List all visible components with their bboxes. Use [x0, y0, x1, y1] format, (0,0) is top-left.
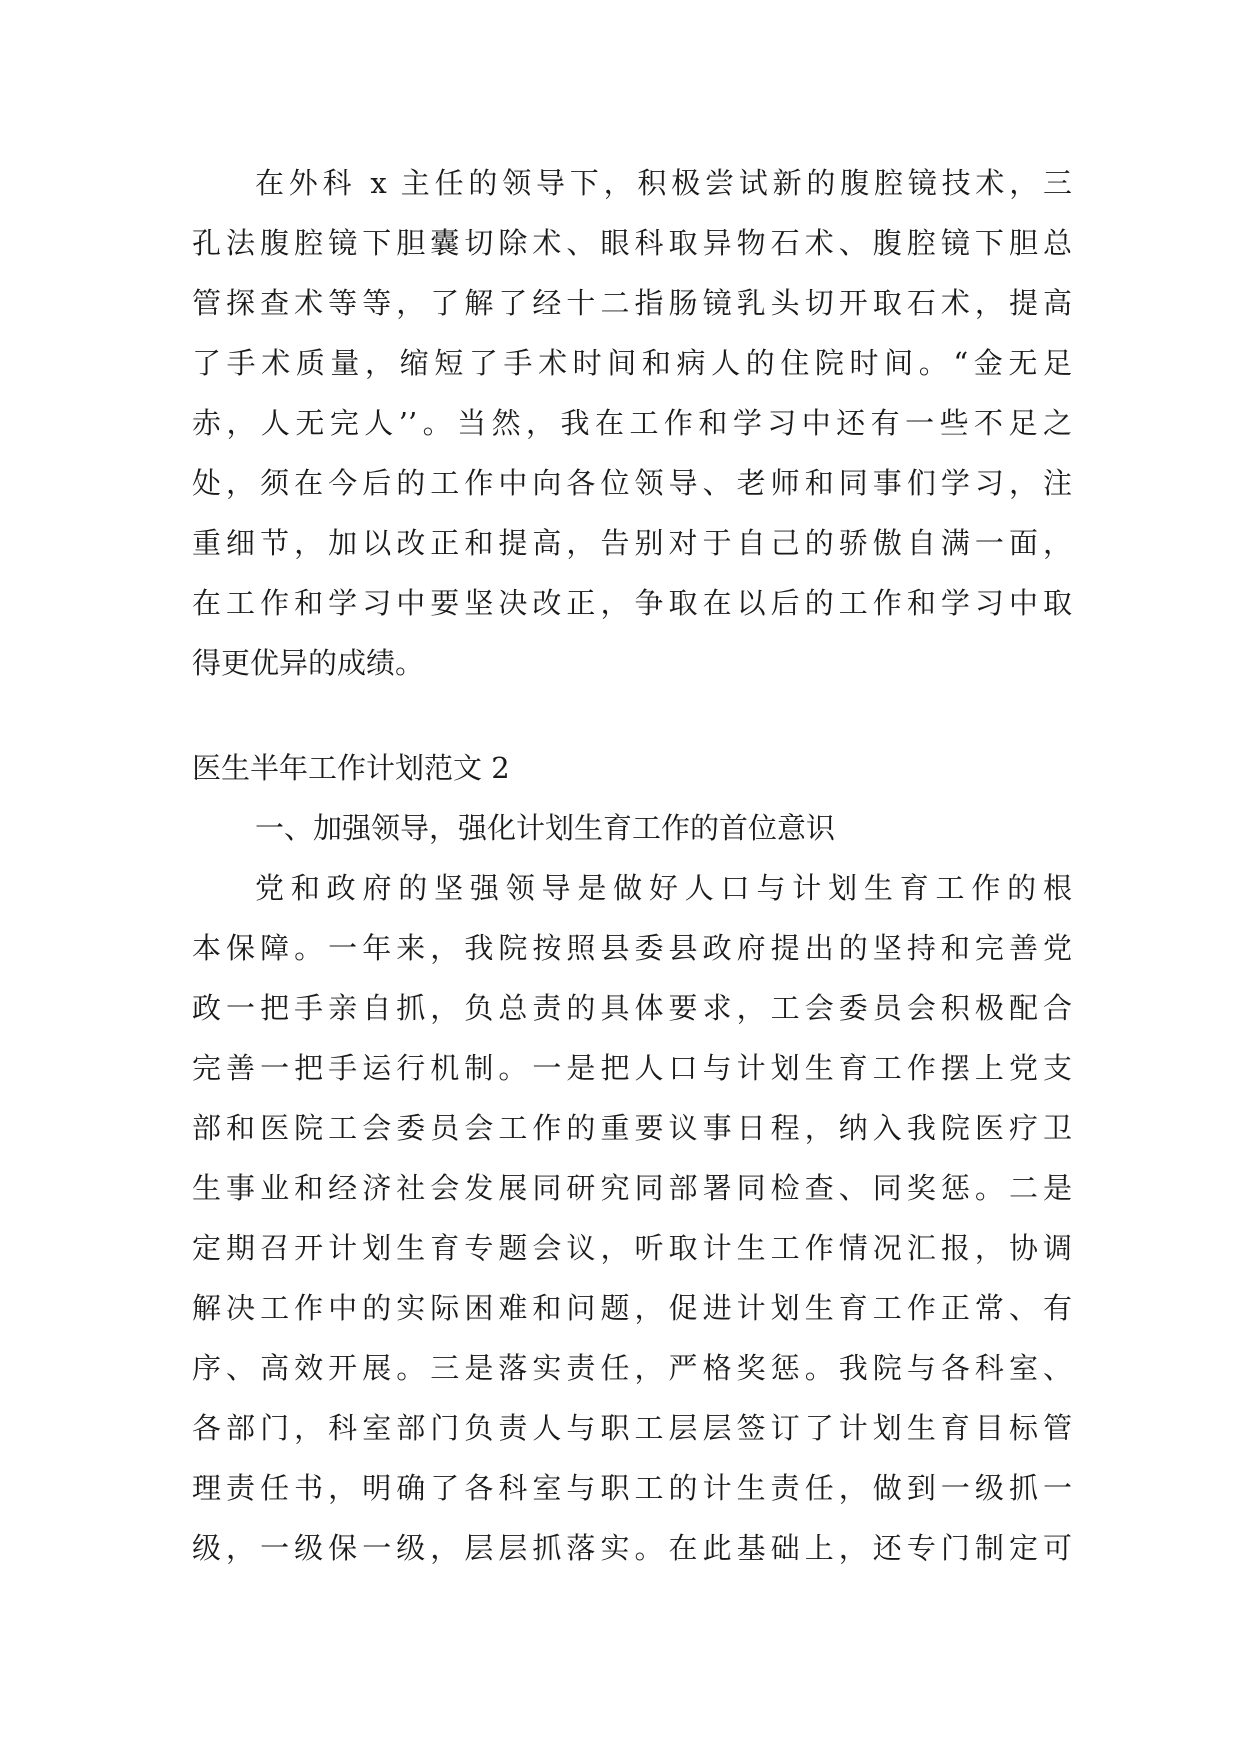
paragraph-line: 孔法腹腔镜下胆囊切除术、眼科取异物石术、腹腔镜下胆总 — [192, 226, 1072, 260]
paragraph-line: 了手术质量，缩短了手术时间和病人的住院时间。“金无足 — [192, 346, 1072, 380]
paragraph-line: 本保障。一年来，我院按照县委县政府提出的坚持和完善党 — [192, 931, 1072, 965]
paragraph-line: 解决工作中的实际困难和问题，促进计划生育工作正常、有 — [192, 1291, 1072, 1325]
paragraph-line: 政一把手亲自抓，负总责的具体要求，工会委员会积极配合 — [192, 991, 1072, 1025]
paragraph-line: 处，须在今后的工作中向各位领导、老师和同事们学习，注 — [192, 466, 1072, 500]
paragraph-line: 得更优异的成绩。 — [192, 646, 425, 680]
paragraph-line: 序、高效开展。三是落实责任，严格奖惩。我院与各科室、 — [192, 1351, 1072, 1385]
paragraph-line: 部和医院工会委员会工作的重要议事日程，纳入我院医疗卫 — [192, 1111, 1072, 1145]
paragraph-line: 在外科 x 主任的领导下，积极尝试新的腹腔镜技术，三 — [255, 166, 1072, 200]
paragraph-line: 级，一级保一级，层层抓落实。在此基础上，还专门制定可 — [192, 1531, 1072, 1565]
paragraph-line: 生事业和经济社会发展同研究同部署同检查、同奖惩。二是 — [192, 1171, 1072, 1205]
paragraph-line: 党和政府的坚强领导是做好人口与计划生育工作的根 — [255, 871, 1072, 905]
paragraph-line: 定期召开计划生育专题会议，听取计生工作情况汇报，协调 — [192, 1231, 1072, 1265]
paragraph-line: 理责任书，明确了各科室与职工的计生责任，做到一级抓一 — [192, 1471, 1072, 1505]
paragraph-line: 各部门，科室部门负责人与职工层层签订了计划生育目标管 — [192, 1411, 1072, 1445]
paragraph-line: 完善一把手运行机制。一是把人口与计划生育工作摆上党支 — [192, 1051, 1072, 1085]
paragraph-line: 重细节，加以改正和提高，告别对于自己的骄傲自满一面， — [192, 526, 1072, 560]
section-title: 医生半年工作计划范文 2 — [192, 751, 510, 785]
paragraph-line: 管探查术等等，了解了经十二指肠镜乳头切开取石术，提高 — [192, 286, 1072, 320]
paragraph-line: 在工作和学习中要坚决改正，争取在以后的工作和学习中取 — [192, 586, 1072, 620]
subheading: 一、加强领导，强化计划生育工作的首位意识 — [255, 811, 836, 845]
paragraph-line: 赤，人无完人’’。当然，我在工作和学习中还有一些不足之 — [192, 406, 1072, 440]
